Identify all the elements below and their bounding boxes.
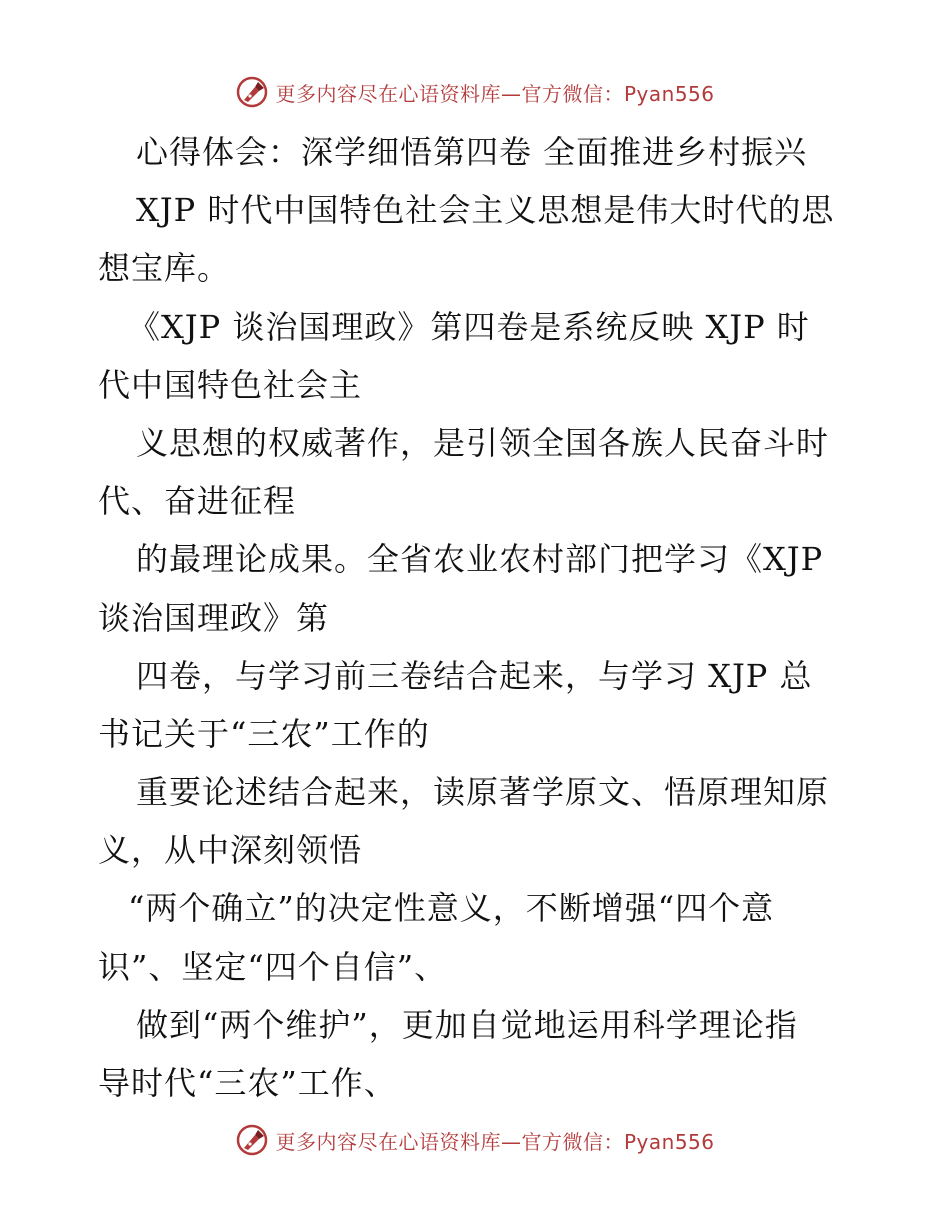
wechat-handle: Pyan556 [623,1129,715,1154]
banner-label: 更多内容尽在心语资料库—官方微信： [275,81,624,106]
banner-label: 更多内容尽在心语资料库—官方微信： [275,1129,624,1154]
footer-banner [0,1120,950,1160]
paragraph-line: 做到“两个维护”，更加自觉地运用科学理论指 [136,1005,798,1044]
paragraph-line: 代中国特色社会主 [98,365,363,404]
paragraph-line: 书记关于“三农”工作的 [98,714,430,753]
document-body [98,123,858,1112]
paragraph-line: 想宝库。 [98,249,231,288]
paragraph-line: 谈治国理政》第 [98,598,330,637]
paragraph-line: 《XJP 谈治国理政》第四卷是系统反映 XJP 时 [128,307,810,346]
paragraph-line: 重要论述结合起来，读原著学原文、悟原理知原 [136,773,830,812]
pen-nib-logo-icon [235,75,269,109]
paragraph-line: 代、奋进征程 [98,482,297,521]
paragraph-line: 义思想的权威著作，是引领全国各族人民奋斗时 [136,423,830,462]
banner-text [275,1126,714,1155]
banner-text [275,78,714,107]
wechat-handle: Pyan556 [623,81,715,106]
paragraph-line: 的最理论成果。全省农业农村部门把学习《XJP [136,540,824,579]
paragraph-line: XJP 时代中国特色社会主义思想是伟大时代的思 [136,191,835,230]
paragraph-line: “两个确立”的决定性意义，不断增强“四个意 [128,889,775,928]
header-banner [0,72,950,112]
doc-title-line: 心得体会：深学细悟第四卷 全面推进乡村振兴 [136,133,808,171]
pen-nib-logo-icon [235,1123,269,1157]
paragraph-line: 四卷，与学习前三卷结合起来，与学习 XJP 总 [136,656,813,695]
paragraph-line: 识”、坚定“四个自信”、 [98,947,448,986]
paragraph-line: 义，从中深刻领悟 [98,831,363,870]
paragraph-line: 导时代“三农”工作、 [98,1064,397,1102]
